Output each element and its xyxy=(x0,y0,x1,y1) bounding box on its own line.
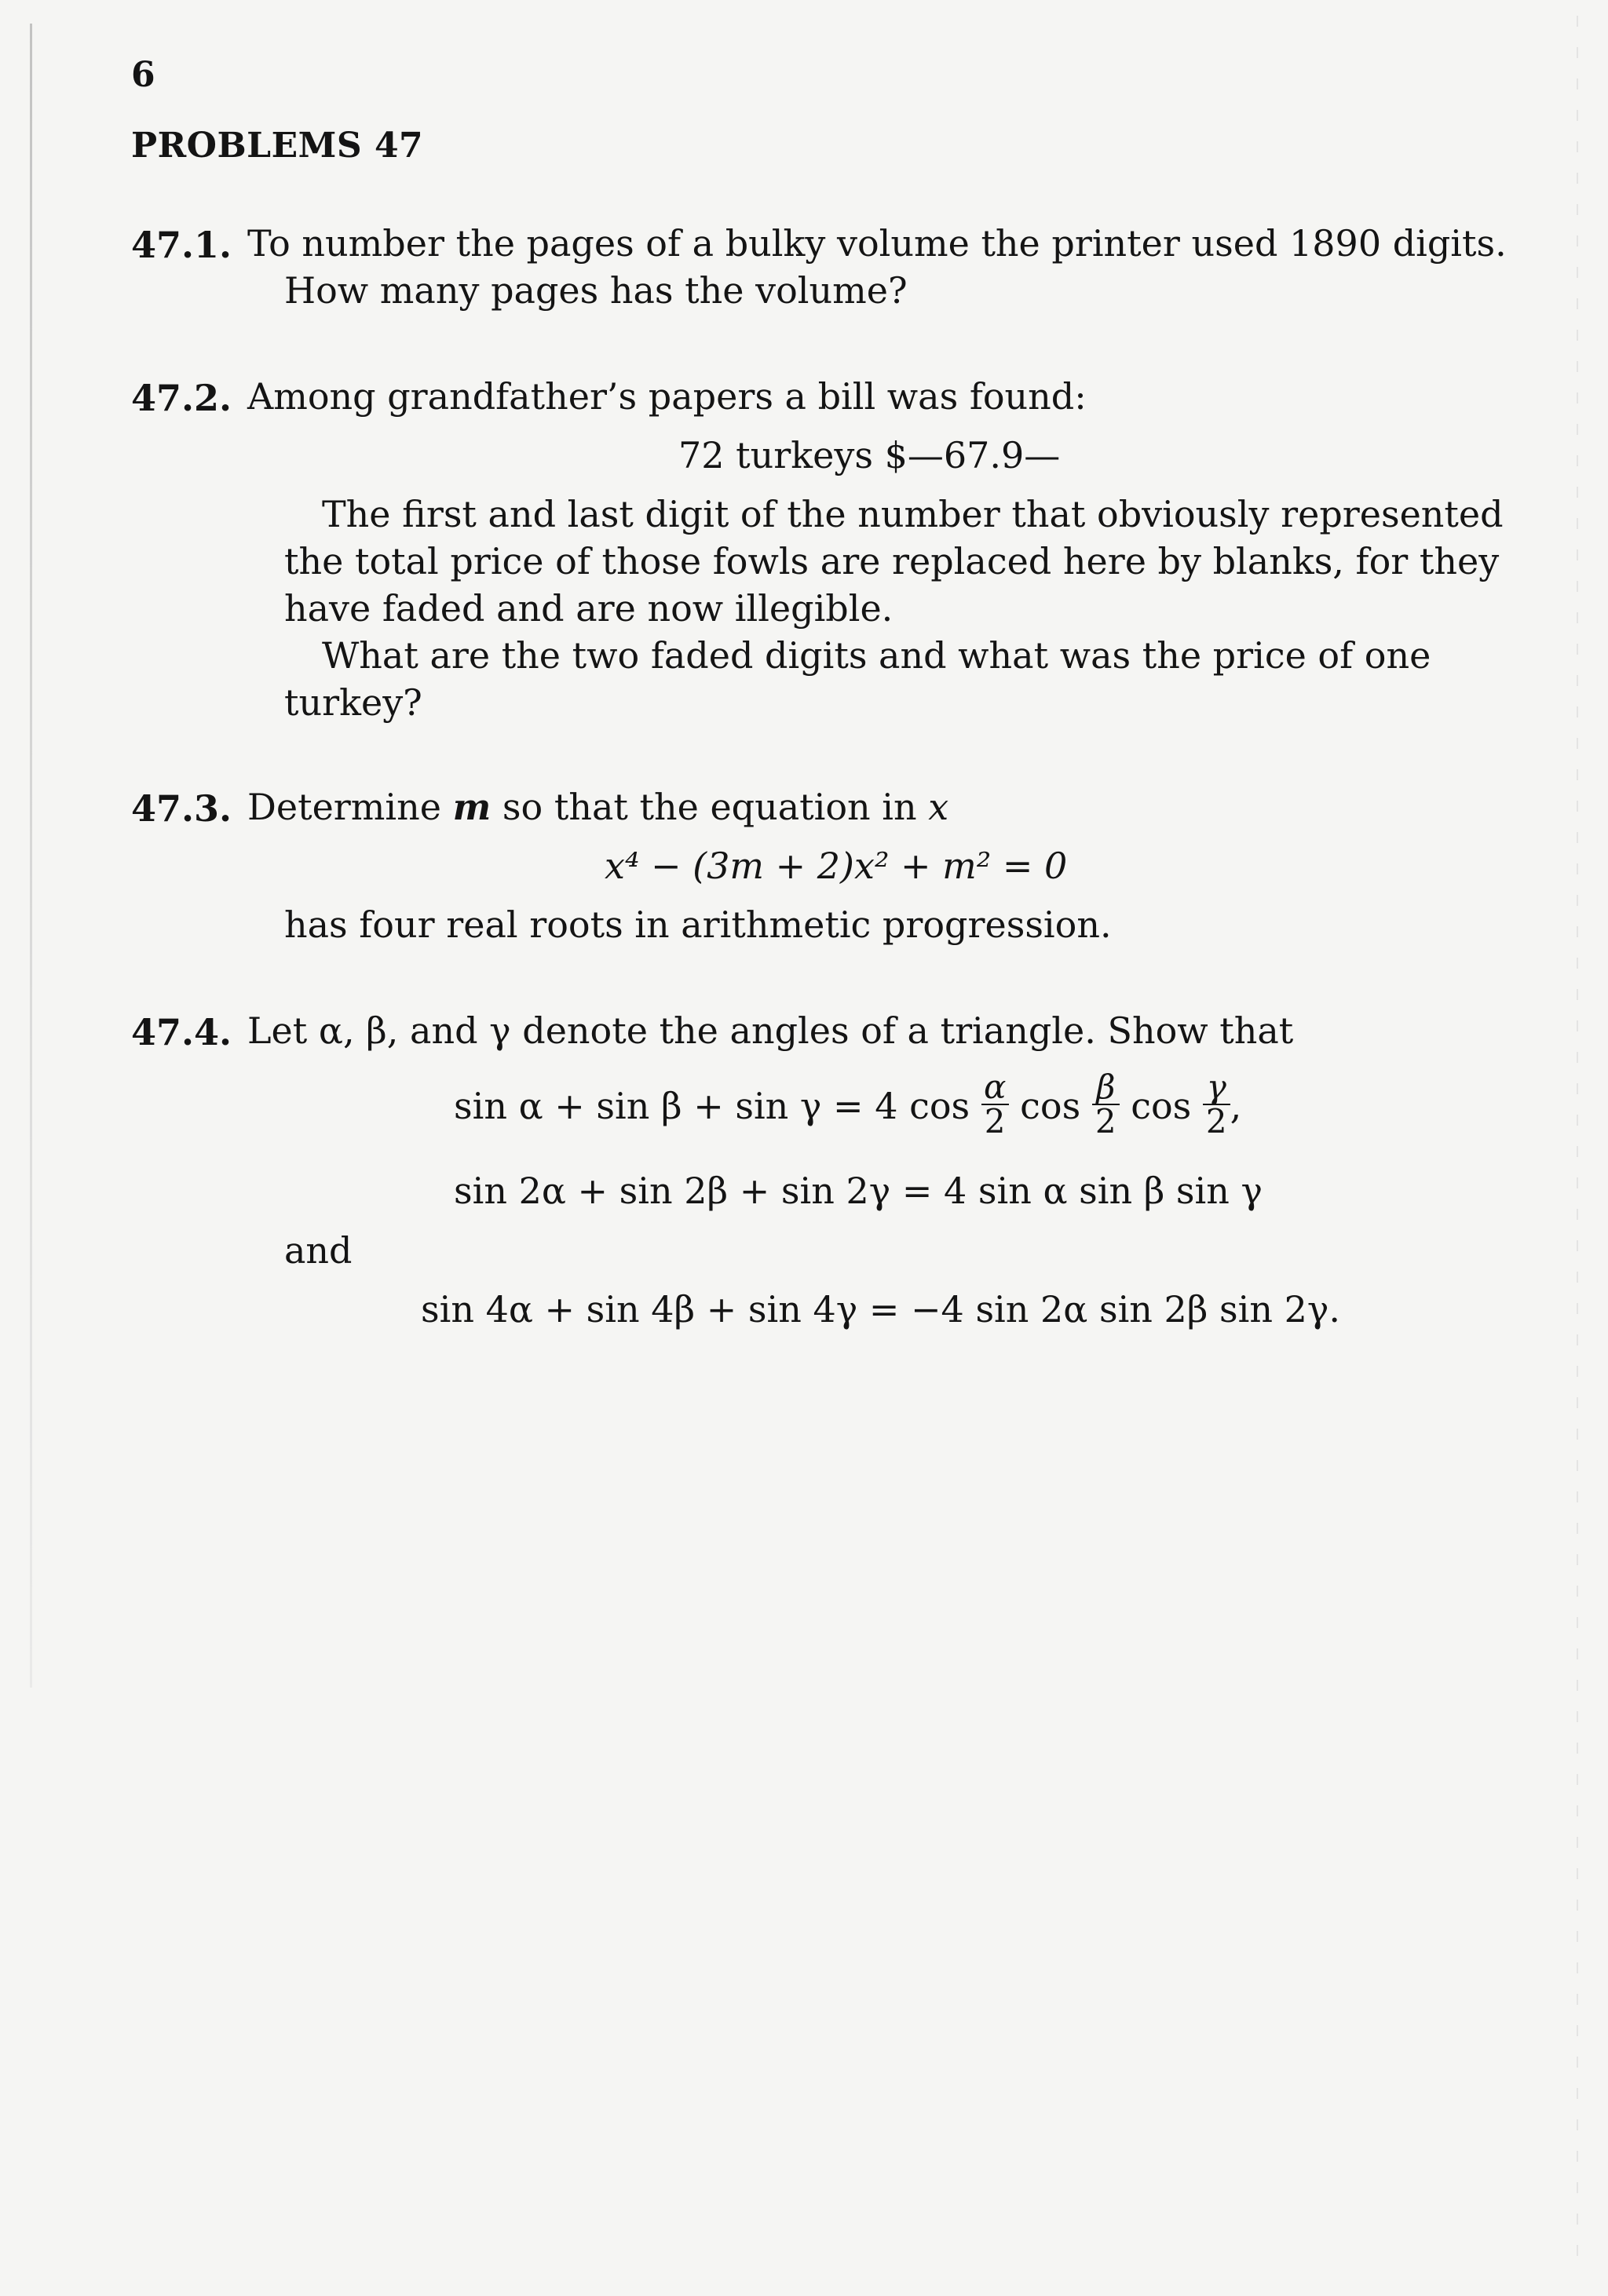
fraction-alpha-over-2: $\frac{\alpha}{2}$ xyxy=(981,1071,1009,1138)
problem-number-47-1: 47.1. xyxy=(131,224,232,266)
problem-number-47-4: 47.4. xyxy=(131,1011,232,1053)
quartic-equation: x⁴ − (3m + 2)x² + m² = 0 xyxy=(605,845,1068,887)
intro-text-b: so that the equation in xyxy=(491,786,929,828)
problem-47-4-intro: Let α, β, and γ denote the angles of a triangle. Show that xyxy=(247,1009,1294,1052)
problem-47-2-para1-line3: have faded and are now illegible. xyxy=(284,587,894,630)
cos-label: cos xyxy=(1131,1085,1192,1127)
problem-47-1-line2: How many pages has the volume? xyxy=(284,269,908,312)
fraction-beta-over-2: $\frac{\beta}{2}$ xyxy=(1092,1071,1120,1138)
page-number: 6 xyxy=(131,55,155,95)
problem-47-3-line3: has four real roots in arithmetic progression. xyxy=(284,903,1112,946)
intro-text-a: Determine xyxy=(247,786,453,828)
variable-m: m xyxy=(452,786,492,828)
problem-47-2-line1: Among grandfather’s papers a bill was found: xyxy=(247,375,1087,418)
problem-47-1-line1: To number the pages of a bulky volume the printer used 1890 digits. xyxy=(247,222,1507,265)
problem-number-47-3: 47.3. xyxy=(131,787,232,830)
scan-edge-left xyxy=(30,24,32,1688)
identity-2: sin 2α + sin 2β + sin 2γ = 4 sin α sin β sin γ xyxy=(454,1170,1263,1212)
and-word: and xyxy=(284,1229,353,1272)
identity-1-lhs: sin α + sin β + sin γ = 4 cos xyxy=(454,1085,970,1127)
identity-1-comma: , xyxy=(1230,1085,1242,1127)
identity-3: sin 4α + sin 4β + sin 4γ = −4 sin 2α sin 2β sin 2γ. xyxy=(421,1288,1340,1331)
problem-number-47-2: 47.2. xyxy=(131,377,232,419)
variable-x: x xyxy=(928,786,949,828)
identity-1 xyxy=(454,1068,1242,1143)
problem-47-2-para2-line1: What are the two faded digits and what was the price of one xyxy=(322,634,1431,677)
problem-47-2-para2-line2: turkey? xyxy=(284,681,422,724)
fraction-gamma-over-2: $\frac{\gamma}{2}$ xyxy=(1203,1071,1230,1138)
bill-text: 72 turkeys $—67.9— xyxy=(678,434,1061,476)
problem-47-3-intro xyxy=(247,786,948,828)
problem-47-2-para1-line2: the total price of those fowls are replaced here by blanks, for they xyxy=(284,540,1500,582)
scan-edge-right xyxy=(1577,16,1578,2276)
problem-47-2-para1-line1: The first and last digit of the number that obviously represented xyxy=(322,493,1504,535)
cos-label: cos xyxy=(1020,1085,1081,1127)
section-heading: PROBLEMS 47 xyxy=(131,126,424,166)
